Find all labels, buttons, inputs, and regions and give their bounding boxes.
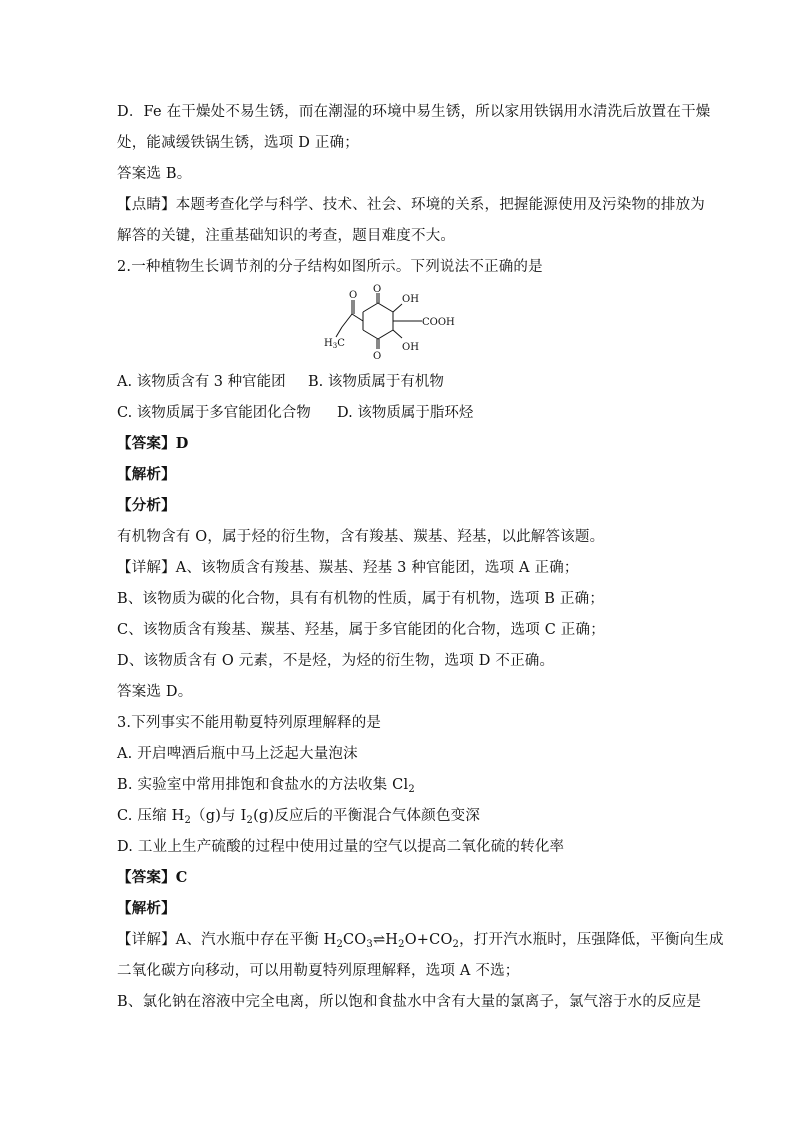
carboxyl-label: COOH: [422, 317, 455, 328]
text-line: 解答的关键，注重基础知识的考查，题目难度不大。: [117, 228, 456, 244]
text-line: 答案选 D。: [117, 684, 193, 700]
text-line: 二氧化碳方向移动，可以用勒夏特列原理解释，选项 A 不选；: [117, 963, 520, 979]
option-a: A. 该物质含有 3 种官能团: [117, 374, 286, 390]
analysis-heading: 【解析】: [117, 466, 176, 483]
option-c: C. 该物质属于多官能团化合物: [117, 405, 311, 421]
oxygen-label: O: [373, 284, 382, 295]
option-b: B. 实验室中常用排饱和食盐水的方法收集 $Cl_2$: [117, 777, 415, 795]
question-3-stem: 3.下列事实不能用勒夏特列原理解释的是: [117, 715, 382, 731]
option-a: A. 开启啤酒后瓶中马上泛起大量泡沫: [117, 746, 358, 762]
answer-heading: 【答案】C: [117, 869, 188, 886]
option-b: B. 该物质属于有机物: [308, 374, 444, 390]
text-line: 【详解】A、该物质含有羧基、羰基、羟基 3 种官能团，选项 A 正确；: [117, 560, 579, 576]
text-line: D、该物质含有 O 元素，不是烃，为烃的衍生物，选项 D 不正确。: [117, 653, 555, 669]
hydroxyl-label: OH: [402, 294, 419, 305]
molecule-structure-diagram: [318, 282, 478, 362]
methyl-label: $H_3C$: [324, 338, 345, 350]
answer-heading: 【答案】D: [117, 435, 189, 452]
oxygen-label: O: [373, 351, 382, 362]
option-c: C. 压缩 $H_2(g)$与 $I_2(g)$反应后的平衡混合气体颜色变深: [117, 808, 481, 826]
text-line: 【详解】A、汽水瓶中存在平衡 $H_2CO_3\rightleftharpoons H_2O+CO_2$，打开汽水瓶时，压强降低，平衡向生成: [117, 932, 724, 950]
option-d: D. 该物质属于脂环烃: [337, 405, 474, 421]
text-line: 答案选 B。: [117, 166, 192, 182]
option-d: D. 工业上生产硫酸的过程中使用过量的空气以提高二氧化硫的转化率: [117, 839, 565, 855]
text-line: B、该物质为碳的化合物，具有有机物的性质，属于有机物，选项 B 正确；: [117, 591, 605, 607]
analysis-heading: 【解析】: [117, 900, 176, 917]
text-line: C、该物质含有羧基、羰基、羟基，属于多官能团的化合物，选项 C 正确；: [117, 622, 605, 638]
text-line: D．Fe 在干燥处不易生锈，而在潮湿的环境中易生锈，所以家用铁锅用水清洗后放置在干燥: [117, 104, 711, 120]
hydroxyl-label: OH: [402, 342, 419, 353]
text-line: 有机物含有 O，属于烃的衍生物，含有羧基、羰基、羟基，以此解答该题。: [117, 529, 605, 545]
oxygen-label: O: [349, 290, 358, 301]
text-line: 处，能减缓铁锅生锈，选项 D 正确；: [117, 135, 359, 151]
tip-line: 【点睛】本题考查化学与科学、技术、社会、环境的关系，把握能源使用及污染物的排放为: [117, 197, 705, 213]
text-line: B、氯化钠在溶液中完全电离，所以饱和食盐水中含有大量的氯离子，氯气溶于水的反应是: [117, 994, 702, 1010]
question-2-stem: 2.一种植物生长调节剂的分子结构如图所示。下列说法不正确的是: [117, 259, 543, 275]
analysis-subheading: 【分析】: [117, 497, 176, 514]
